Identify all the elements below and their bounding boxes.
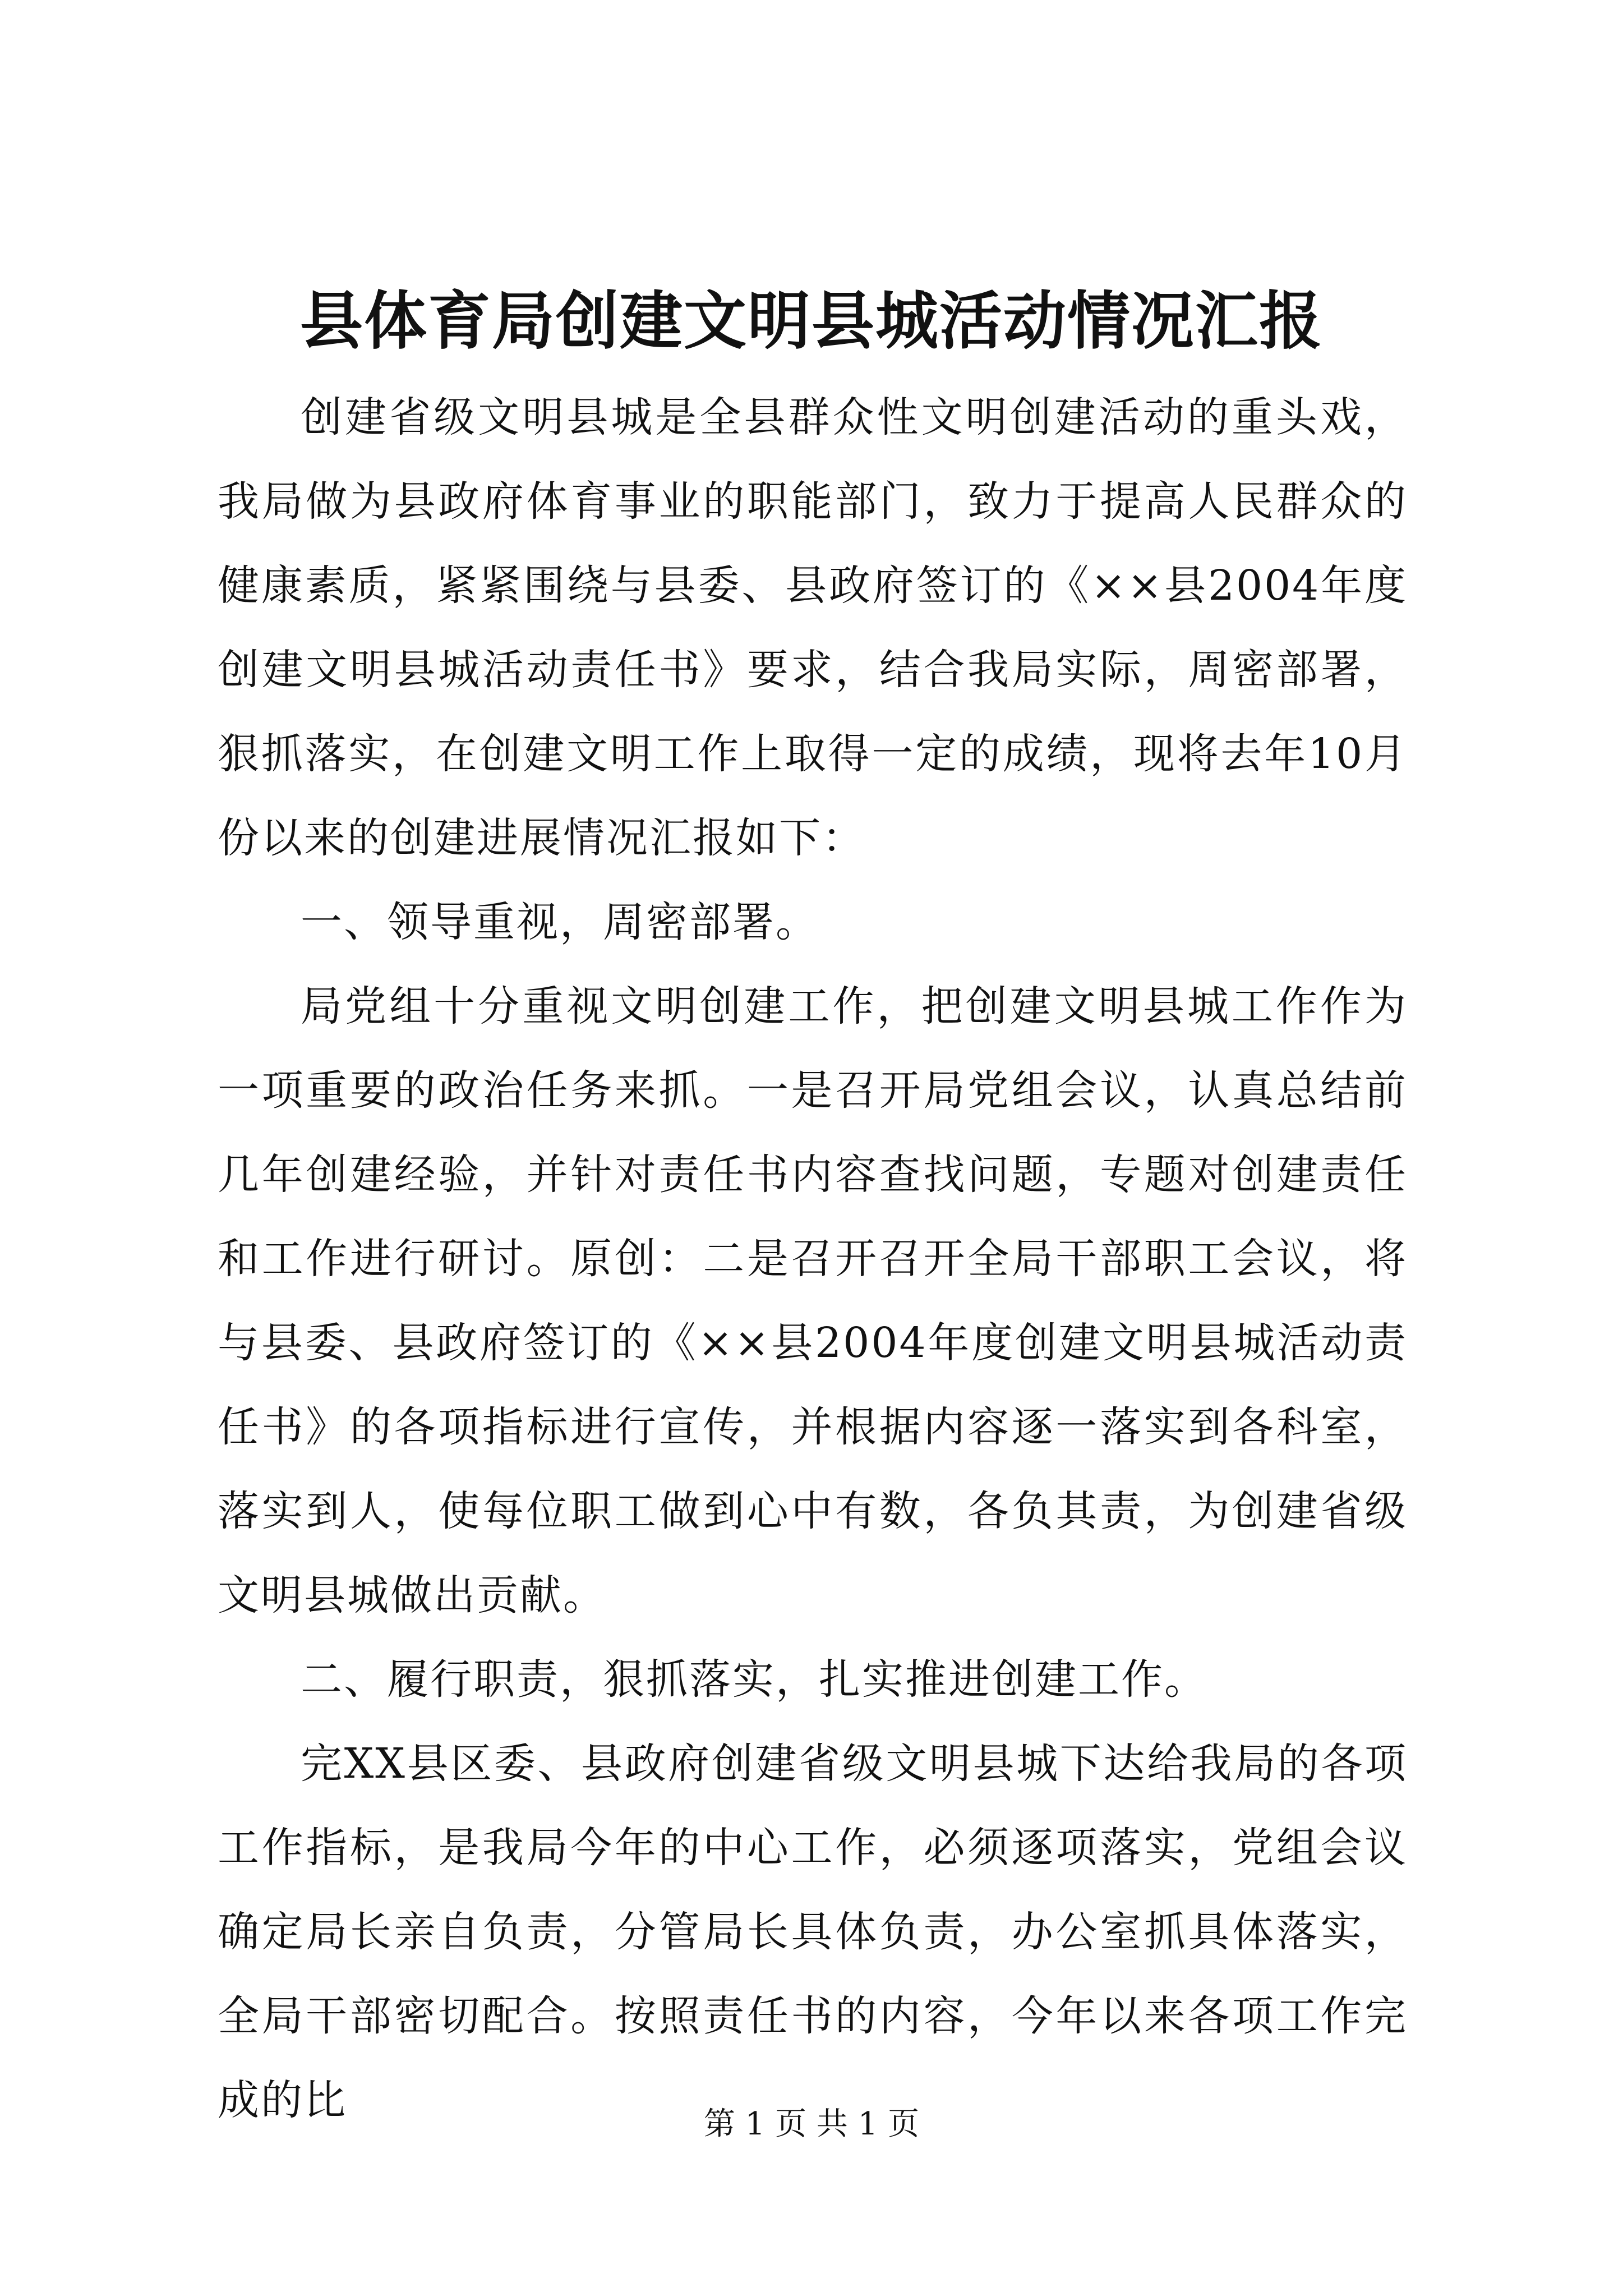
paragraph-section-2: 完XX县区委、县政府创建省级文明县城下达给我局的各项工作指标，是我局今年的中心工作，必须逐项落实，党组会议确定局长亲自负责，分管局长具体负责，办公室抓具体落实，全局干部密切配合。按照责任书的内容，今年以来各项工作完成的比 [218,1740,1408,2124]
section-heading-2: 二、履行职责，狠抓落实，扎实推进创建工作。 [301,1655,1207,1704]
paragraph-section-1: 局党组十分重视文明创建工作，把创建文明县城工作作为一项重要的政治任务来抓。一是召开局党组会议，认真总结前几年创建经验，并针对责任书内容查找问题，专题对创建责任和工作进行研讨。原创：二是召开召开全局干部职工会议，将与县委、县政府签订的《××县2004年度创建文明县城活动责任书》的各项指标进行宣传，并根据内容逐一落实到各科室，落实到人，使每位职工做到心中有数，各负其责，为创建省级文明县城做出贡献。 [218,982,1408,1619]
document-title: 县体育局创建文明县城活动情况汇报 [300,284,1323,358]
page-number-footer: 第 1 页 共 1 页 [703,2106,920,2142]
document-body [218,375,1408,2142]
paragraph-intro: 创建省级文明县城是全县群众性文明创建活动的重头戏，我局做为县政府体育事业的职能部门，致力于提高人民群众的健康素质，紧紧围绕与县委、县政府签订的《××县2004年度创建文明县城活动责任书》要求，结合我局实际，周密部署，狠抓落实，在创建文明工作上取得一定的成绩，现将去年10月份以来的创建进展情况汇报如下： [218,393,1408,862]
section-heading-1: 一、领导重视，周密部署。 [301,898,819,946]
